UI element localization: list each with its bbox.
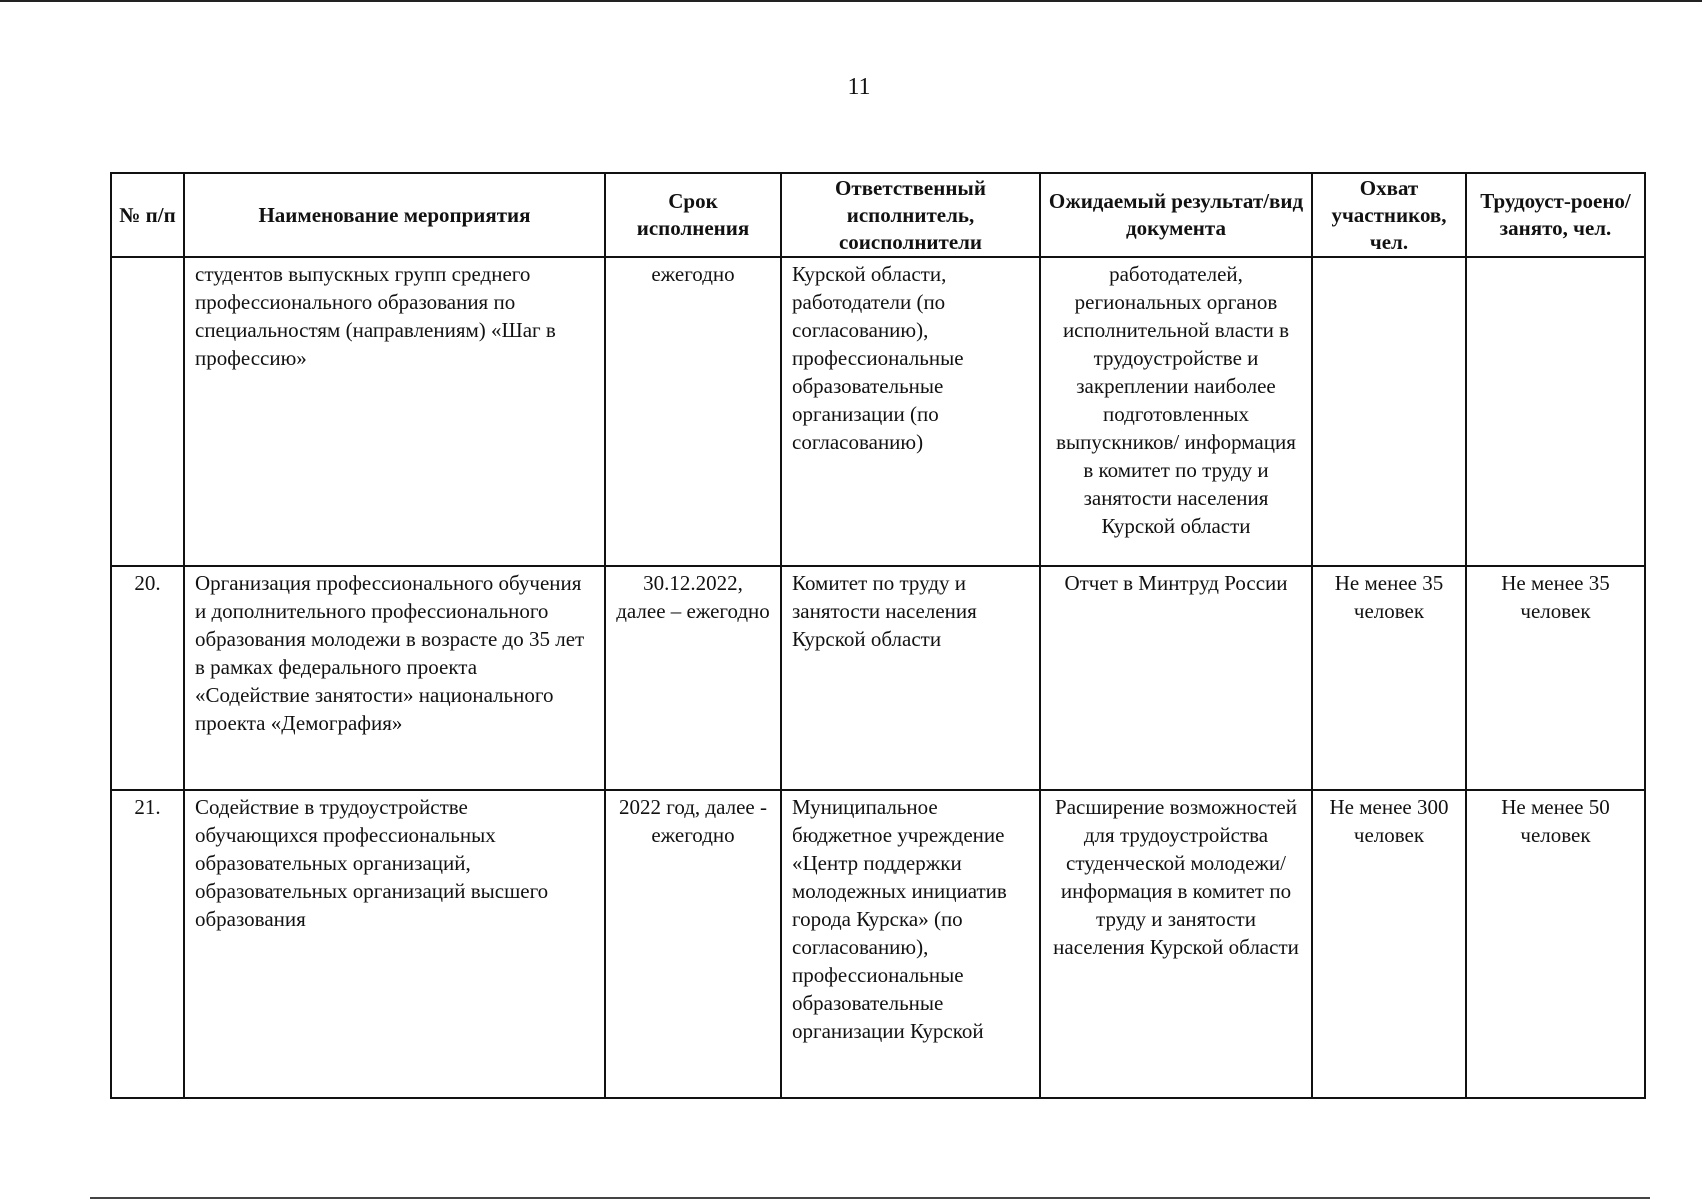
page-number: 11 bbox=[847, 74, 871, 100]
table-row bbox=[111, 790, 1645, 1098]
row-deadline: 30.12.2022, далее – ежегодно bbox=[605, 566, 781, 790]
table-header-row bbox=[111, 173, 1645, 257]
row-deadline: ежегодно bbox=[605, 257, 781, 566]
bottom-scan-line bbox=[90, 1197, 1650, 1199]
row-event-name: Организация профессионального обучения и дополнительного профессионального образования молодежи в возрасте до 35 лет в рамках федерального проекта «Содействие занятости» национального проекта «Демография» bbox=[184, 566, 605, 790]
row-employed: Не менее 35 человек bbox=[1466, 566, 1645, 790]
row-expected-result: работодателей, региональных органов исполнительной власти в трудоустройстве и закреплении наиболее подготовленных выпускников/ информация в комитет по труду и занятости населения Курской области bbox=[1040, 257, 1312, 566]
header-executor: Ответственный исполнитель, соисполнители bbox=[781, 173, 1040, 257]
header-event-name: Наименование мероприятия bbox=[184, 173, 605, 257]
row-coverage bbox=[1312, 257, 1466, 566]
row-number: 21. bbox=[111, 790, 184, 1098]
row-number: 20. bbox=[111, 566, 184, 790]
row-expected-result: Отчет в Минтруд России bbox=[1040, 566, 1312, 790]
row-coverage: Не менее 300 человек bbox=[1312, 790, 1466, 1098]
table-row bbox=[111, 566, 1645, 790]
row-number bbox=[111, 257, 184, 566]
row-event-name: студентов выпускных групп среднего профессионального образования по специальностям (направлениям) «Шаг в профессию» bbox=[184, 257, 605, 566]
row-executor: Курской области, работодатели (по согласованию), профессиональные образовательные организации (по согласованию) bbox=[781, 257, 1040, 566]
row-executor: Муниципальное бюджетное учреждение «Центр поддержки молодежных инициатив города Курска» (по согласованию), профессиональные образовательные организации Курской bbox=[781, 790, 1040, 1098]
row-expected-result: Расширение возможностей для трудоустройства студенческой молодежи/ информация в комитет по труду и занятости населения Курской области bbox=[1040, 790, 1312, 1098]
row-event-name: Содействие в трудоустройстве обучающихся профессиональных образовательных организаций, образовательных организаций высшего образования bbox=[184, 790, 605, 1098]
row-employed bbox=[1466, 257, 1645, 566]
row-coverage: Не менее 35 человек bbox=[1312, 566, 1466, 790]
header-expected-result: Ожидаемый результат/вид документа bbox=[1040, 173, 1312, 257]
header-number: № п/п bbox=[111, 173, 184, 257]
row-deadline: 2022 год, далее - ежегодно bbox=[605, 790, 781, 1098]
row-employed: Не менее 50 человек bbox=[1466, 790, 1645, 1098]
row-executor: Комитет по труду и занятости населения Курской области bbox=[781, 566, 1040, 790]
events-table bbox=[110, 172, 1646, 1099]
header-deadline: Срок исполнения bbox=[605, 173, 781, 257]
top-border-line bbox=[0, 0, 1702, 2]
header-coverage: Охват участников, чел. bbox=[1312, 173, 1466, 257]
table-row bbox=[111, 257, 1645, 566]
header-employed: Трудоуст-роено/занято, чел. bbox=[1466, 173, 1645, 257]
